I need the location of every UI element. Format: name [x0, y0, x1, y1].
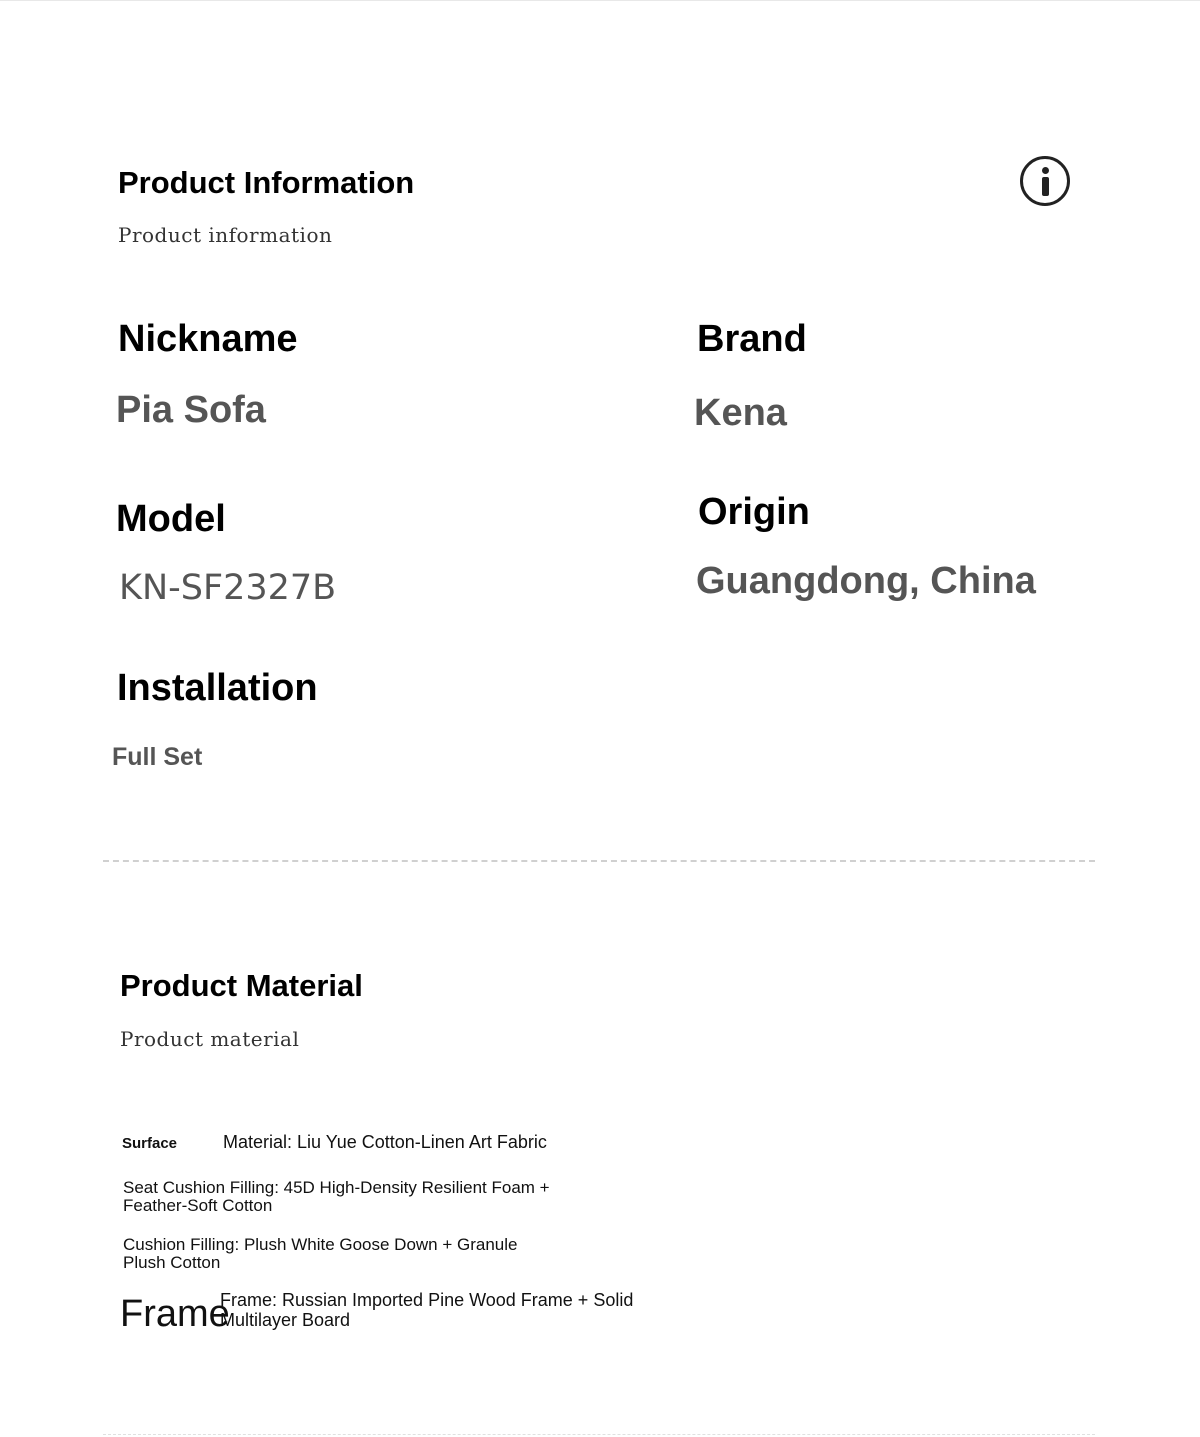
- info-section-title: Product Information: [118, 165, 415, 200]
- frame-label: Frame: [120, 1293, 230, 1335]
- brand-value: Kena: [694, 392, 787, 434]
- info-icon[interactable]: [1020, 156, 1070, 206]
- seat-cushion-filling-text: Seat Cushion Filling: 45D High-Density Resilient Foam + Feather-Soft Cotton: [123, 1178, 550, 1215]
- nickname-label: Nickname: [118, 318, 298, 360]
- model-label: Model: [116, 498, 226, 540]
- installation-value: Full Set: [112, 743, 203, 771]
- installation-label: Installation: [117, 667, 318, 709]
- cushion-filling-text: Cushion Filling: Plush White Goose Down + Granule Plush Cotton: [123, 1235, 518, 1272]
- nickname-value: Pia Sofa: [116, 389, 266, 431]
- surface-material-text: Material: Liu Yue Cotton-Linen Art Fabric: [223, 1132, 547, 1152]
- info-section-subtitle: Product information: [118, 223, 333, 247]
- material-section-title: Product Material: [120, 968, 363, 1003]
- top-border: [0, 0, 1200, 1]
- surface-label: Surface: [122, 1135, 178, 1152]
- material-section-subtitle: Product material: [120, 1027, 300, 1051]
- origin-value: Guangdong, China: [696, 560, 1036, 602]
- bottom-divider: [103, 1434, 1095, 1435]
- frame-material-text: Frame: Russian Imported Pine Wood Frame + Solid Multilayer Board: [220, 1290, 634, 1330]
- origin-label: Origin: [698, 491, 810, 533]
- brand-label: Brand: [697, 318, 807, 360]
- model-value: KN-SF2327B: [119, 568, 337, 608]
- section-divider: [103, 860, 1095, 862]
